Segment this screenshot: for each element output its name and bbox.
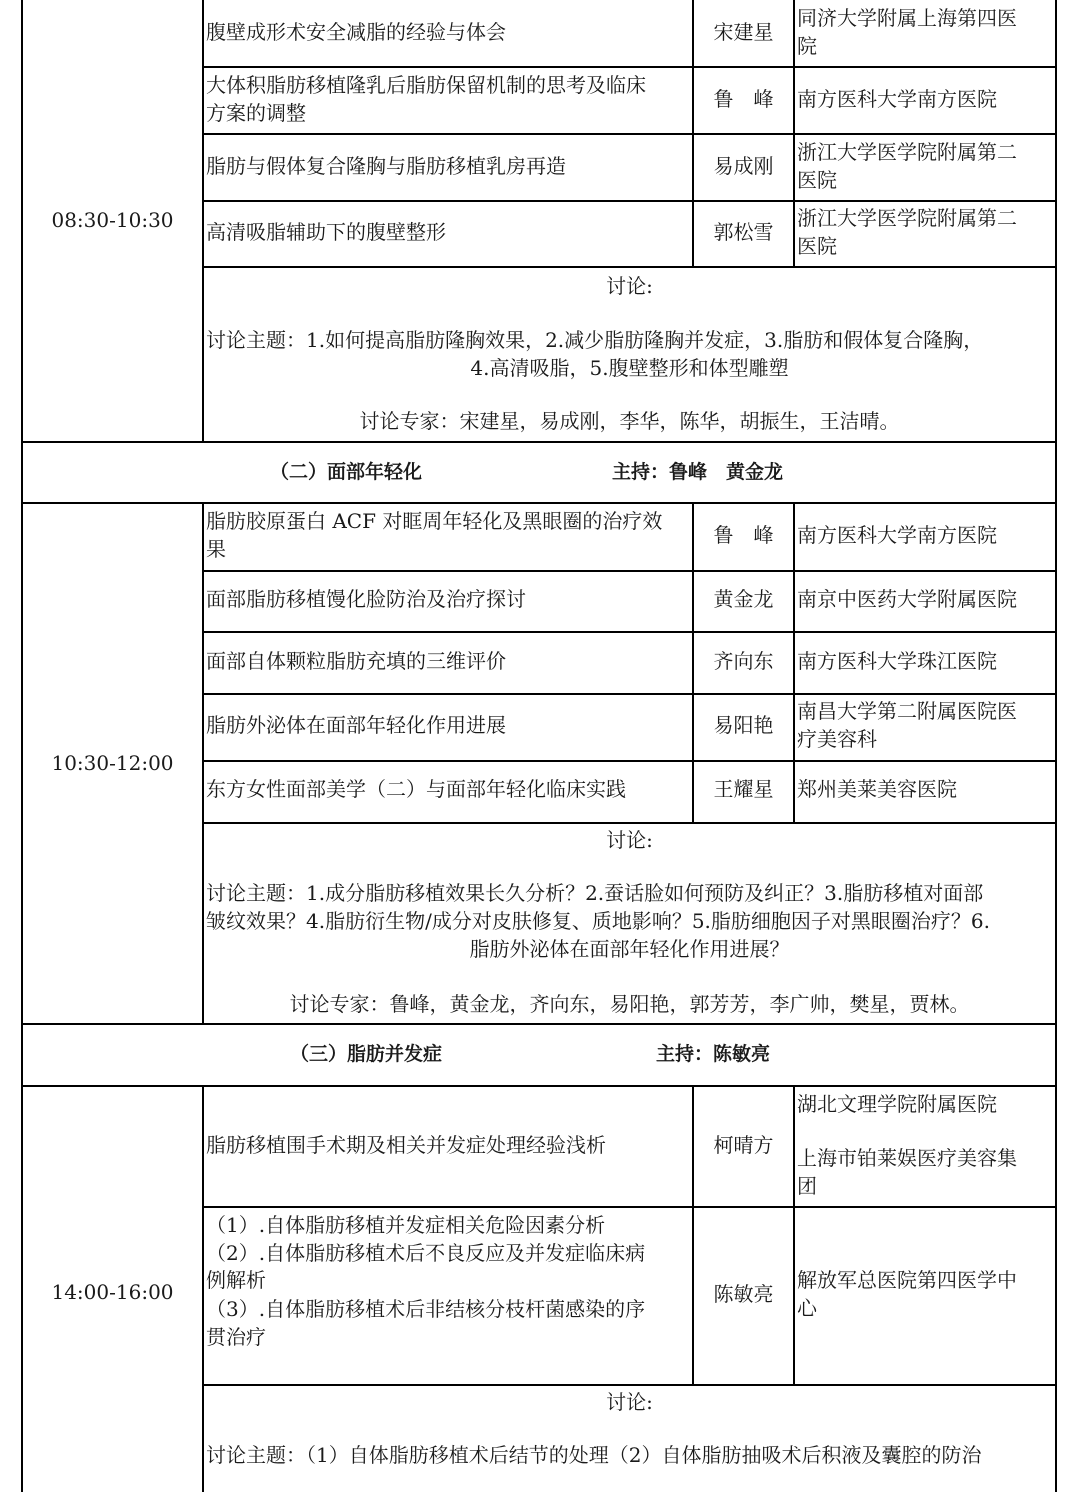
speaker: 黄金龙 — [713, 587, 774, 611]
topic: 方案的调整 — [206, 101, 306, 125]
discussion-label: 讨论: — [606, 1390, 653, 1414]
speaker: 宋建星 — [713, 20, 774, 44]
topic: 大体积脂肪移植隆乳后脂肪保留机制的思考及临床 — [206, 73, 646, 97]
table-border-left — [21, 0, 23, 1492]
unit: 浙江大学医学院附属第二 — [797, 206, 1017, 230]
section-title: （二）面部年轻化 — [270, 461, 423, 483]
discussion-label: 讨论: — [606, 828, 653, 852]
topic: （2）.自体脂肪移植术后不良反应及并发症临床病 — [206, 1241, 646, 1265]
speaker: 郭松雪 — [713, 220, 774, 244]
topic: 面部脂肪移植馒化脸防治及治疗探讨 — [206, 587, 526, 611]
topic: 脂肪移植围手术期及相关并发症处理经验浅析 — [206, 1133, 606, 1157]
time-slot-3: 14:00-16:00 — [51, 1280, 174, 1304]
topic: （1）.自体脂肪移植并发症相关危险因素分析 — [206, 1213, 606, 1237]
table-border-right — [1055, 0, 1057, 1492]
discussion-experts: 讨论专家：鲁峰，黄金龙，齐向东，易阳艳，郭芳芳，李广帅，樊星，贾林。 — [289, 992, 970, 1016]
speaker: 易阳艳 — [713, 713, 774, 737]
time-slot-1: 08:30-10:30 — [51, 208, 174, 232]
unit: 南昌大学第二附属医院医 — [797, 699, 1017, 723]
speaker: 鲁 峰 — [713, 87, 774, 111]
discussion-topics: 讨论主题：（1）自体脂肪移植术后结节的处理（2）自体脂肪抽吸术后积液及囊腔的防治 — [206, 1443, 982, 1467]
discussion-topics: 4.高清吸脂，5.腹壁整形和体型雕塑 — [470, 356, 789, 380]
topic: 东方女性面部美学（二）与面部年轻化临床实践 — [206, 777, 626, 801]
unit: 南京中医药大学附属医院 — [797, 587, 1017, 611]
topic: 果 — [206, 537, 226, 561]
time-slot-2: 10:30-12:00 — [51, 751, 174, 775]
topic: 面部自体颗粒脂肪充填的三维评价 — [206, 649, 506, 673]
speaker: 王耀星 — [713, 777, 774, 801]
topic: 脂肪外泌体在面部年轻化作用进展 — [206, 713, 506, 737]
topic: 脂肪与假体复合隆胸与脂肪移植乳房再造 — [206, 154, 566, 178]
discussion-label: 讨论: — [606, 274, 653, 298]
unit: 南方医科大学南方医院 — [797, 523, 997, 547]
unit: 南方医科大学珠江医院 — [797, 649, 997, 673]
unit: 南方医科大学南方医院 — [797, 87, 997, 111]
unit: 浙江大学医学院附属第二 — [797, 140, 1017, 164]
discussion-topics: 讨论主题：1.成分脂肪移植效果长久分析？2.蚕话脸如何预防及纠正？3.脂肪移植对面部 — [206, 881, 984, 905]
speaker: 陈敏亮 — [713, 1282, 774, 1306]
unit: 团 — [797, 1174, 817, 1198]
unit: 解放军总医院第四医学中 — [797, 1268, 1017, 1292]
discussion-topics: 讨论主题：1.如何提高脂肪隆胸效果，2.减少脂肪隆胸并发症，3.脂肪和假体复合隆胸， — [206, 328, 984, 352]
topic: 腹壁成形术安全减脂的经验与体会 — [206, 20, 506, 44]
unit: 郑州美莱美容医院 — [797, 777, 957, 801]
topic: （3）.自体脂肪移植术后非结核分枝杆菌感染的序 — [206, 1297, 646, 1321]
unit: 院 — [797, 34, 817, 58]
section-host: 主持：鲁峰 黄金龙 — [612, 461, 784, 483]
discussion-experts: 讨论专家：宋建星，易成刚，李华，陈华，胡振生，王洁晴。 — [359, 409, 900, 433]
topic: 高清吸脂辅助下的腹壁整形 — [206, 220, 446, 244]
topic: 贯治疗 — [206, 1325, 266, 1349]
unit: 上海市铂莱娱医疗美容集 — [797, 1146, 1017, 1170]
topic: 例解析 — [206, 1268, 266, 1292]
speaker: 齐向东 — [713, 649, 774, 673]
speaker: 易成刚 — [713, 154, 774, 178]
section-host: 主持：陈敏亮 — [656, 1043, 771, 1065]
unit: 医院 — [797, 168, 837, 192]
unit: 心 — [797, 1296, 817, 1320]
speaker: 鲁 峰 — [713, 523, 774, 547]
section-title: （三）脂肪并发症 — [290, 1043, 443, 1065]
speaker: 柯晴方 — [713, 1133, 774, 1157]
discussion-topics: 皱纹效果？4.脂肪衍生物/成分对皮肤修复、质地影响？5.脂肪细胞因子对黑眼圈治疗？6. — [206, 909, 990, 933]
unit: 医院 — [797, 234, 837, 258]
unit: 湖北文理学院附属医院 — [797, 1092, 997, 1116]
discussion-topics: 脂肪外泌体在面部年轻化作用进展？ — [469, 937, 790, 961]
unit: 疗美容科 — [797, 727, 877, 751]
topic: 脂肪胶原蛋白 ACF 对眶周年轻化及黑眼圈的治疗效 — [206, 509, 663, 533]
unit: 同济大学附属上海第四医 — [797, 6, 1017, 30]
